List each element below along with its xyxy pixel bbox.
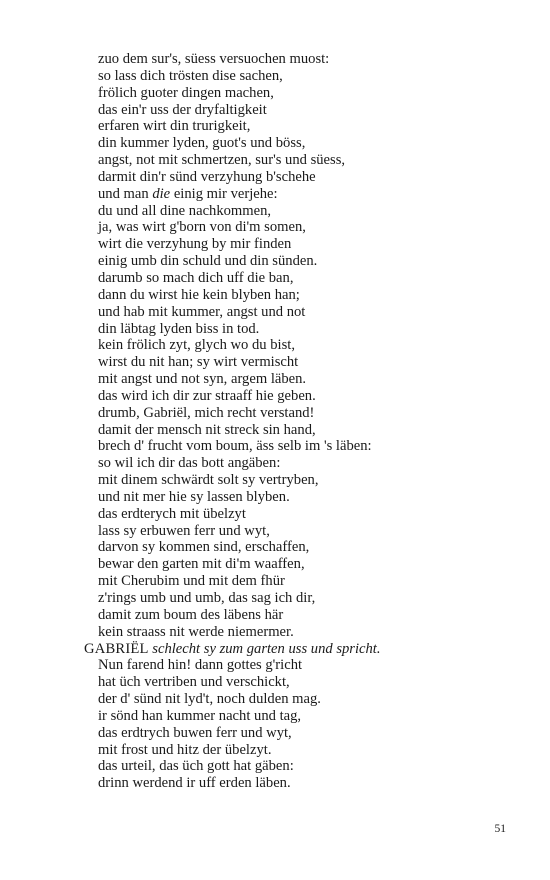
verse-emphasis: die [152,185,171,202]
verse-segment: bewar den garten mit di'm waaffen, [98,556,305,573]
verse-segment: din läbtag lyden biss in tod. [98,320,260,337]
verse-segment: das wird ich dir zur straaff hie geben. [98,387,316,404]
verse-line [0,674,550,691]
verse-segment: ir sönd han kummer nacht und tag, [98,707,302,724]
verse-line [0,304,550,321]
verse-line [0,51,550,68]
verse-line [0,152,550,169]
verse-segment: hat üch vertriben und verschickt, [98,674,290,691]
verse-line [0,219,550,236]
verse-line [0,102,550,119]
verse-segment: drinn werdend ir uff erden läben. [98,775,291,792]
verse-segment: mit Cherubim und mit dem fhür [98,573,285,590]
verse-segment: zuo dem sur's, süess versuochen muost: [98,51,330,67]
verse-line [0,472,550,489]
speaker-line [0,641,550,658]
verse-segment: erfaren wirt din trurigkeit, [98,118,251,135]
verse-segment: brech d' frucht vom boum, äss selb im 's läben: [98,438,372,455]
verse-segment: darumb so mach dich uff die ban, [98,269,294,286]
verse-segment: mit angst und not syn, argem läben. [98,371,307,388]
verse-segment: wirst du nit han; sy wirt vermischt [98,354,299,371]
page-number: 51 [494,823,506,835]
verse-segment: das ein'r uss der dryfaltigkeit [98,101,267,118]
verse-segment: kein frölich zyt, glych wo du bist, [98,337,295,354]
verse-line [0,203,550,220]
verse-line [0,691,550,708]
verse-segment: lass sy erbuwen ferr und wyt, [98,522,270,539]
verse-line [0,657,550,674]
verse-block-1 [0,51,550,641]
speaker-name: GABRIËL [84,640,149,657]
verse-line [0,523,550,540]
verse-line [0,118,550,135]
verse-segment: din kummer lyden, guot's und böss, [98,135,306,152]
verse-line [0,68,550,85]
verse-segment: damit der mensch nit streck sin hand, [98,421,316,438]
verse-segment: dann du wirst hie kein blyben han; [98,286,300,303]
verse-line [0,371,550,388]
verse-segment: Nun farend hin! dann gottes g'richt [98,657,303,674]
verse-segment: das erdtrych buwen ferr und wyt, [98,724,292,741]
verse-segment: angst, not mit schmertzen, sur's und süess, [98,152,346,169]
verse-segment: und hab mit kummer, angst und not [98,303,306,320]
verse-segment: kein straass nit werde niemermer. [98,623,294,640]
verse-line [0,506,550,523]
verse-line [0,169,550,186]
stage-direction: schlecht sy zum garten uss und spricht. [152,640,381,657]
verse-line [0,624,550,641]
verse-line [0,85,550,102]
verse-segment: so lass dich trösten dise sachen, [98,67,283,84]
verse-segment: damit zum boum des läbens här [98,606,284,623]
verse-segment: und nit mer hie sy lassen blyben. [98,488,290,505]
verse-block-2 [0,657,550,792]
verse-segment: der d' sünd nit lyd't, noch dulden mag. [98,691,321,708]
verse-segment: einig umb din schuld und din sünden. [98,253,318,270]
verse-line [0,337,550,354]
verse-segment: wirt die verzyhung by mir finden [98,236,292,253]
verse-line [0,422,550,439]
verse-line [0,270,550,287]
verse-line [0,236,550,253]
verse-line [0,354,550,371]
verse-segment: das erdterych mit übelzyt [98,505,246,522]
verse-segment: z'rings umb und umb, das sag ich dir, [98,590,316,606]
verse-line [0,708,550,725]
verse-line [0,607,550,624]
verse-line [0,590,550,607]
verse-line [0,321,550,338]
verse-line [0,742,550,759]
verse-segment: und man [98,185,153,202]
verse-line [0,253,550,270]
verse-segment: mit frost und hitz der übelzyt. [98,741,272,758]
verse-segment: darmit din'r sünd verzyhung b'schehe [98,168,316,185]
verse-segment: ja, was wirt g'born von di'm somen, [98,219,306,236]
verse-line [0,287,550,304]
verse-segment: mit dinem schwärdt solt sy vertryben, [98,472,319,489]
verse-line [0,725,550,742]
verse-line [0,405,550,422]
verse-line [0,573,550,590]
verse-line [0,388,550,405]
verse-line [0,539,550,556]
verse-segment: das urteil, das üch gott hat gäben: [98,758,294,775]
verse-segment: drumb, Gabriël, mich recht verstand! [98,404,315,421]
verse-line [0,438,550,455]
verse-line [0,135,550,152]
verse-line [0,455,550,472]
verse-segment: so wil ich dir das bott angäben: [98,455,281,472]
verse-segment: du und all dine nachkommen, [98,202,272,219]
verse-line [0,186,550,203]
verse-line [0,758,550,775]
verse-line [0,489,550,506]
verse-segment: darvon sy kommen sind, erschaffen, [98,539,310,556]
verse-line [0,775,550,792]
verse-segment: frölich guoter dingen machen, [98,84,274,101]
verse-line [0,556,550,573]
verse-text [0,51,550,792]
verse-segment: einig mir verjehe: [170,185,278,202]
